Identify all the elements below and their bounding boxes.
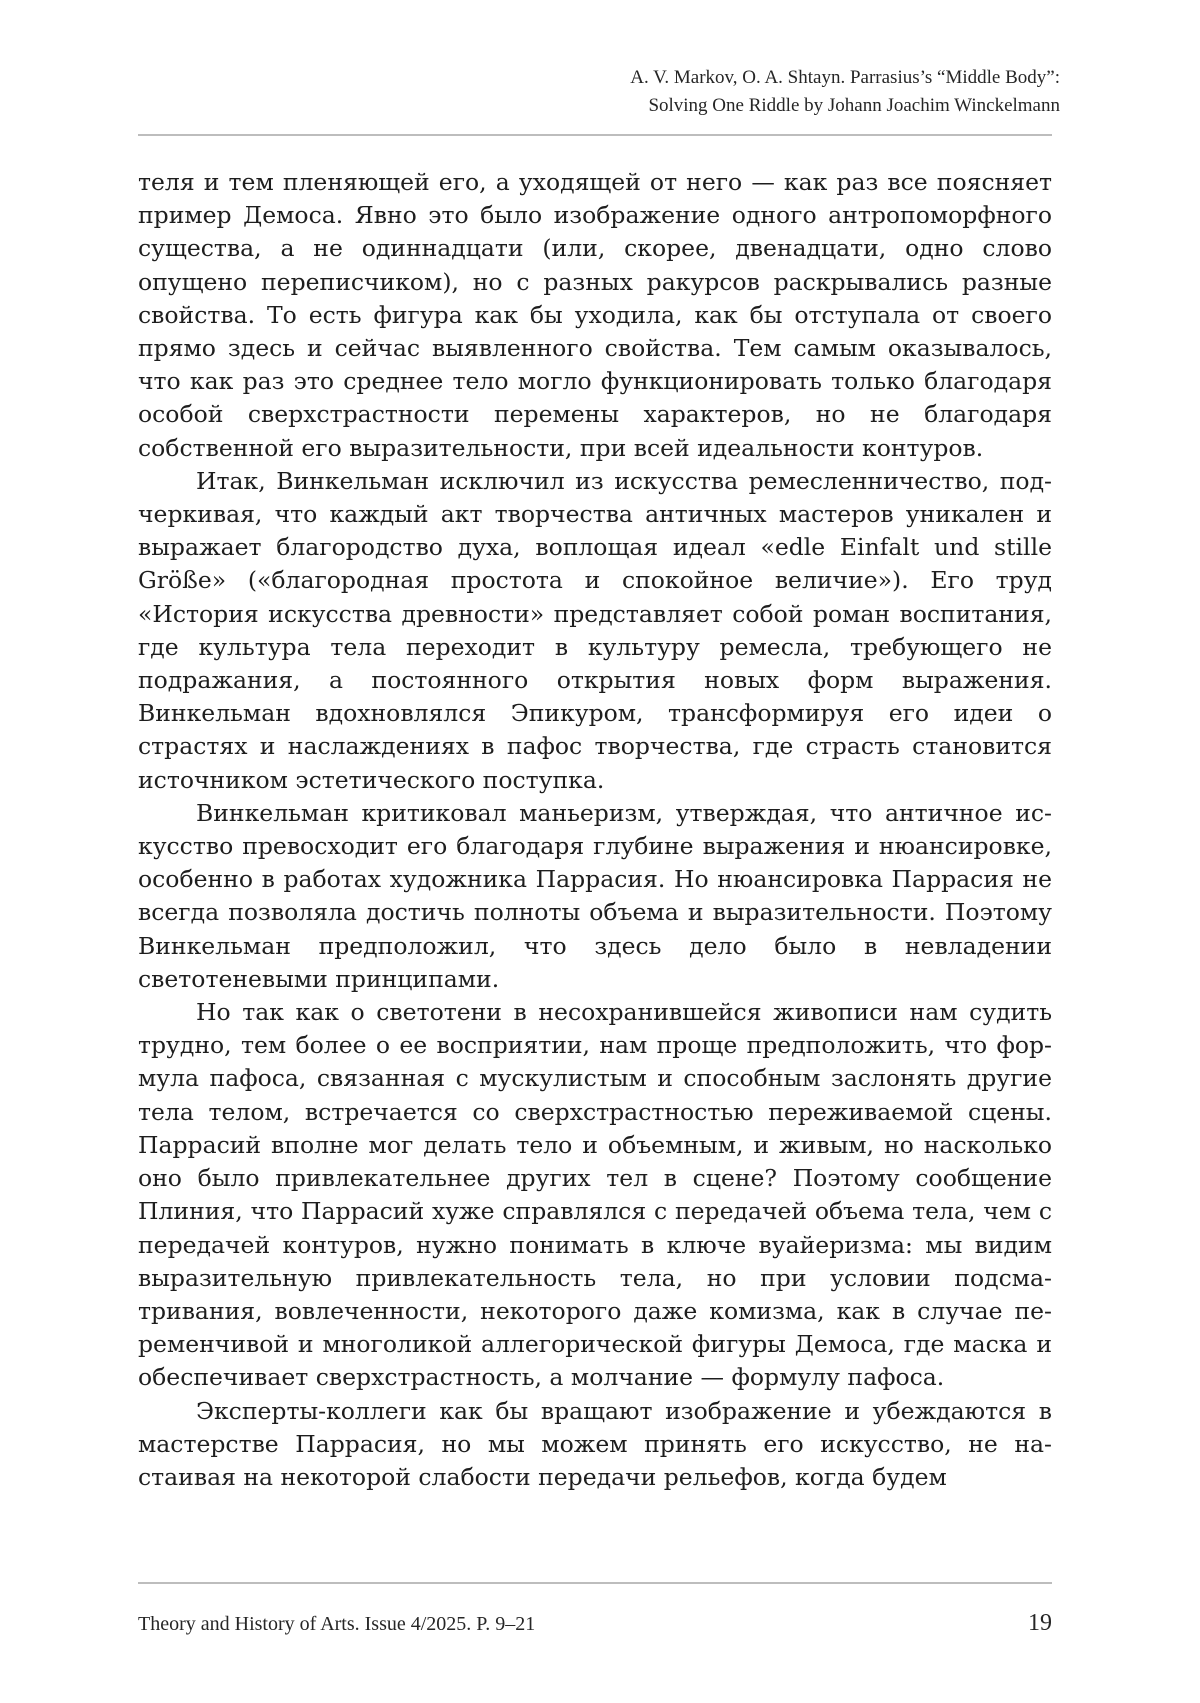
running-header	[300, 64, 1060, 120]
header-authors-title-line: A. V. Markov, O. A. Shtayn. Parrasius’s “Middle Body”:	[630, 67, 1060, 88]
footer-divider	[138, 1582, 1052, 1584]
page-number: 19	[1028, 1610, 1052, 1636]
paragraph: Но так как о светотени в несохранившейся живописи нам судить трудно, тем более о ее восприятии, нам проще предположить, что формула пафоса, связанная с мускулистым и способным заслонять другие тела телом, встречается со сверхстрастностью переживаемой сцены. Паррасий вполне мог делать тело и объемным, и живым, но насколько оно было привлекательнее других тел в сцене? Поэтому сообщение Плиния, что Паррасий хуже справлялся с передачей объема тела, чем с передачей контуров, нужно понимать в ключе вуайеризма: мы видим выразительную привлекательность тела, но при условии подсматривания, вовлеченности, некоторого даже комизма, как в случае переменчивой и многоликой аллегорической фигуры Демоса, где маска и обеспечивает сверхстрастность, а молчание — формулу пафоса.	[138, 998, 1052, 1392]
header-subtitle-line: Solving One Riddle by Johann Joachim Winckelmann	[648, 95, 1060, 116]
journal-citation: Theory and History of Arts. Issue 4/2025. P. 9–21	[138, 1613, 536, 1635]
paragraph-continuation: теля и тем пленяющей его, а уходящей от него — как раз все поясняет пример Демоса. Явно это было изображение одного антропоморфного существа, а не одиннадцати (или, скорее, двенадцати, одно слово опущено переписчиком), но с разных ракурсов раскрывались разные свойства. То есть фигура как бы уходила, как бы отступала от своего прямо здесь и сейчас выявленного свойства. Тем самым оказывалось, что как раз это среднее тело могло функционировать только благодаря особой сверхстрастности перемены характеров, но не благодаря собственной его выразительности, при всей идеальности контуров.	[138, 168, 1052, 462]
header-divider	[138, 134, 1052, 136]
article-body	[138, 166, 1052, 1546]
paragraph: Эксперты-коллеги как бы вращают изображение и убеждаются в мастерстве Паррасия, но мы можем принять его искусство, не настаивая на некоторой слабости передачи рельефов, когда будем	[138, 1396, 1052, 1491]
paragraph: Итак, Винкельман исключил из искусства ремесленничество, подчеркивая, что каждый акт творчества античных мастеров уникален и выражает благородство духа, воплощая идеал «edle Einfalt und stille Größe» («благородная простота и спокойное величие»). Его труд «История искусства древности» представляет собой роман воспитания, где культура тела переходит в культуру ремесла, требующего не подражания, а постоянного открытия новых форм выражения. Винкельман вдохновлялся Эпикуром, трансформируя его идеи о страстях и наслаждениях в пафос творчества, где страсть становится источником эстетического поступка.	[138, 466, 1052, 794]
running-footer	[138, 1610, 1052, 1640]
paragraph: Винкельман критиковал маньеризм, утверждая, что античное искусство превосходит его благодаря глубине выражения и нюансировке, особенно в работах художника Паррасия. Но нюансировка Паррасия не всегда позволяла достичь полноты объема и выразительности. Поэтому Винкельман предположил, что здесь дело было в невладении светотеневыми принципами.	[138, 798, 1052, 993]
